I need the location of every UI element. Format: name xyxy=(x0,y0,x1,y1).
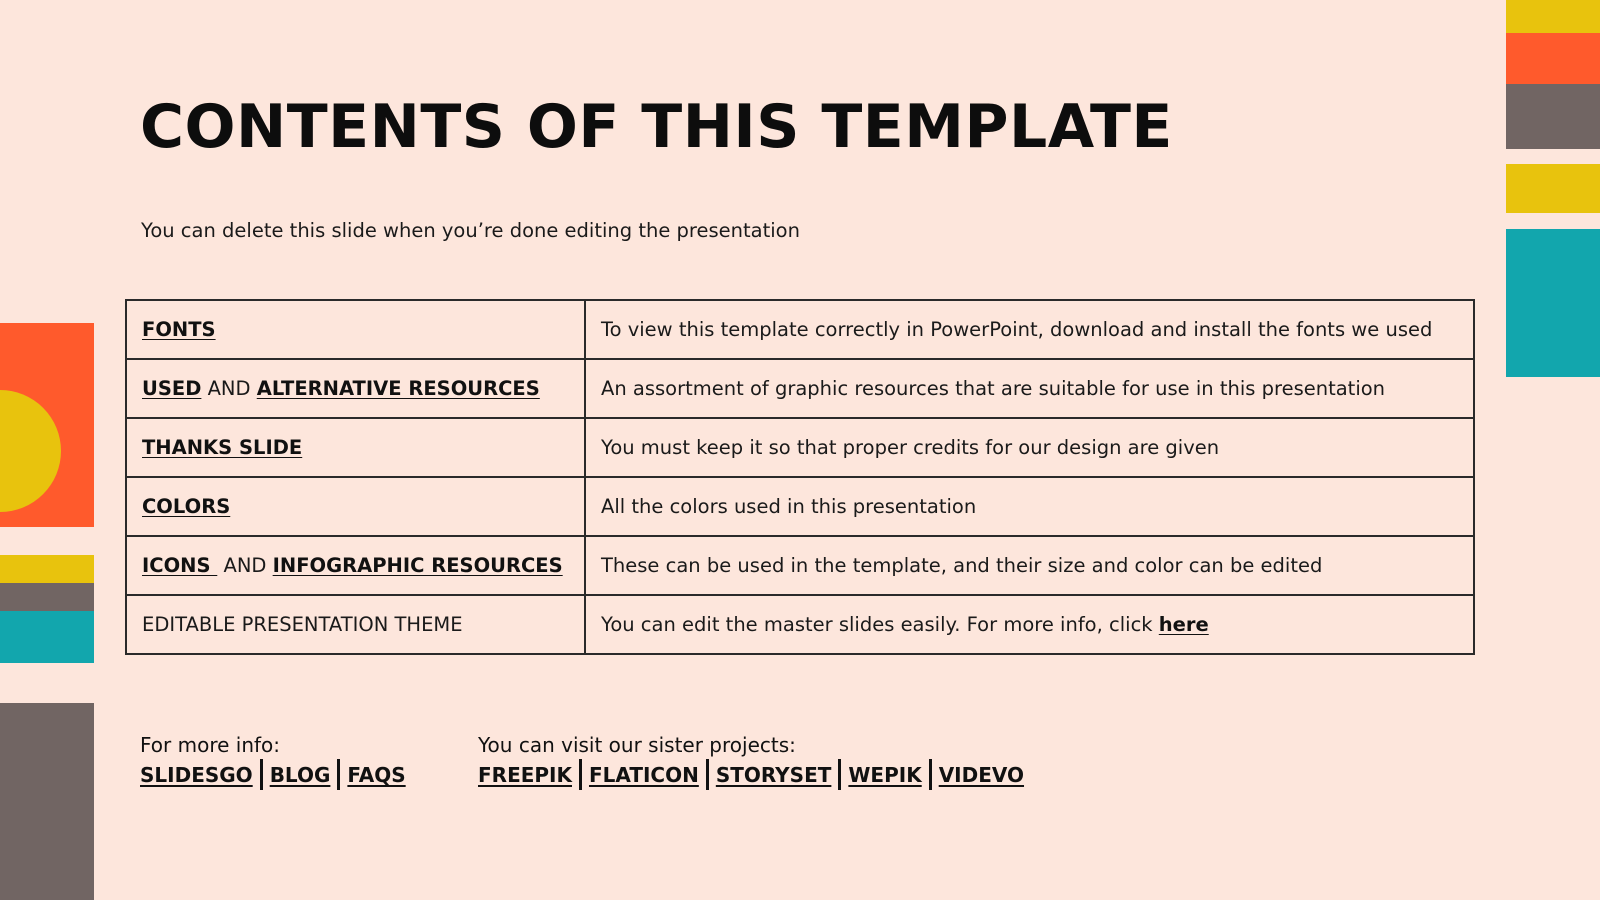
row-description: All the colors used in this presentation xyxy=(601,495,977,518)
link-separator xyxy=(337,759,340,790)
row-description-cell xyxy=(585,595,1474,654)
icons-link[interactable]: ICONS xyxy=(142,554,218,577)
more-info-links xyxy=(140,759,406,790)
link-separator xyxy=(260,759,263,790)
deco-orange-block-right xyxy=(1506,33,1600,84)
editable-theme-label: EDITABLE PRESENTATION THEME xyxy=(142,613,463,636)
colors-link[interactable]: COLORS xyxy=(142,495,231,518)
row-title-cell xyxy=(126,300,585,359)
table-row xyxy=(126,300,1474,359)
deco-yellow-block-right-top xyxy=(1506,0,1600,33)
videvo-link[interactable]: VIDEVO xyxy=(938,763,1025,787)
slidesgo-link[interactable]: SLIDESGO xyxy=(140,763,253,787)
alternative-resources-link[interactable]: ALTERNATIVE RESOURCES xyxy=(256,377,540,400)
sister-projects-label: You can visit our sister projects: xyxy=(478,733,796,757)
thanks-slide-link[interactable]: THANKS SLIDE xyxy=(142,436,303,459)
row-title-connector: AND xyxy=(217,554,273,577)
deco-gray-block-left xyxy=(0,703,94,900)
row-description-cell xyxy=(585,536,1474,595)
table-row xyxy=(126,595,1474,654)
contents-table xyxy=(125,299,1475,655)
table-row xyxy=(126,418,1474,477)
fonts-link[interactable]: FONTS xyxy=(142,318,216,341)
here-link[interactable]: here xyxy=(1158,613,1209,636)
flaticon-link[interactable]: FLATICON xyxy=(588,763,699,787)
deco-gray-strip-left xyxy=(0,583,94,611)
row-description: An assortment of graphic resources that are suitable for use in this presentation xyxy=(601,377,1386,400)
table-row xyxy=(126,536,1474,595)
deco-yellow-strip-left xyxy=(0,555,94,583)
row-title-connector: AND xyxy=(201,377,257,400)
deco-teal-block-left xyxy=(0,611,94,663)
footer-sister-projects xyxy=(478,732,1024,790)
faqs-link[interactable]: FAQS xyxy=(347,763,406,787)
blog-link[interactable]: BLOG xyxy=(269,763,331,787)
freepik-link[interactable]: FREEPIK xyxy=(478,763,572,787)
row-description: To view this template correctly in PowerPoint, download and install the fonts we used xyxy=(601,318,1433,341)
row-description: You can edit the master slides easily. For more info, click xyxy=(601,613,1159,636)
row-description: These can be used in the template, and their size and color can be edited xyxy=(601,554,1323,577)
sister-projects-links xyxy=(478,759,1024,790)
link-separator xyxy=(706,759,709,790)
link-separator xyxy=(929,759,932,790)
row-title-cell xyxy=(126,477,585,536)
wepik-link[interactable]: WEPIK xyxy=(848,763,922,787)
table-row xyxy=(126,359,1474,418)
page-title: CONTENTS OF THIS TEMPLATE xyxy=(140,92,1173,162)
row-description-cell xyxy=(585,418,1474,477)
row-description-cell xyxy=(585,477,1474,536)
row-title-cell xyxy=(126,418,585,477)
deco-gray-block-right xyxy=(1506,84,1600,149)
deco-teal-block-right xyxy=(1506,229,1600,377)
row-title-cell xyxy=(126,359,585,418)
row-description-cell xyxy=(585,359,1474,418)
table-row xyxy=(126,477,1474,536)
more-info-label: For more info: xyxy=(140,733,281,757)
footer-more-info xyxy=(140,732,406,790)
row-description-cell xyxy=(585,300,1474,359)
deco-yellow-block-right xyxy=(1506,164,1600,213)
page-subtitle: You can delete this slide when you’re done editing the presentation xyxy=(141,219,800,242)
row-title-cell xyxy=(126,595,585,654)
row-title-cell xyxy=(126,536,585,595)
used-resources-link[interactable]: USED xyxy=(142,377,202,400)
link-separator xyxy=(838,759,841,790)
row-description: You must keep it so that proper credits for our design are given xyxy=(601,436,1220,459)
link-separator xyxy=(579,759,582,790)
storyset-link[interactable]: STORYSET xyxy=(715,763,832,787)
infographic-resources-link[interactable]: INFOGRAPHIC RESOURCES xyxy=(272,554,563,577)
